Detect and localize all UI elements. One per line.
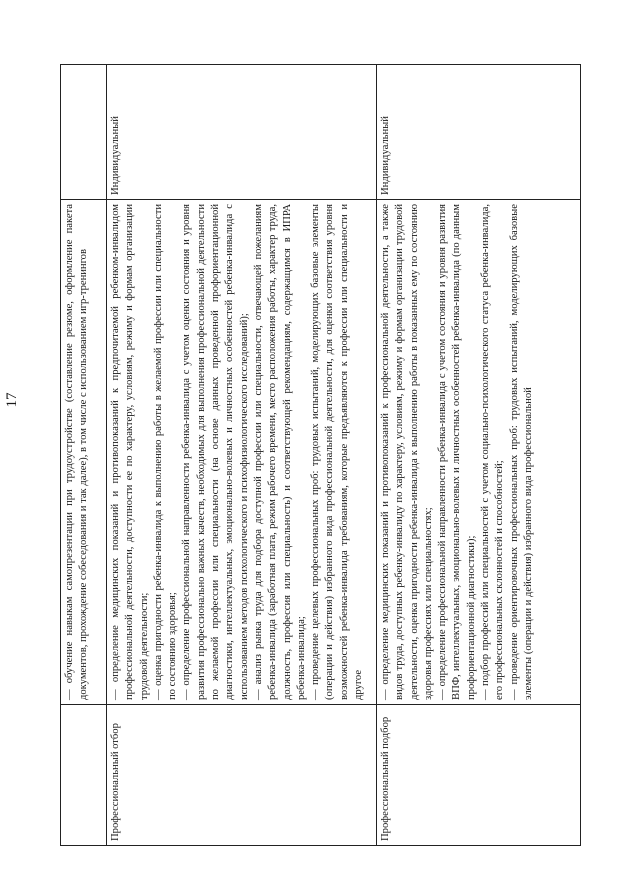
content-paragraph: — подбор профессий или специальностей с учетом социально-психологического статуса ребенка-инвалида, его профессиональных склонностей и способностей; — [480, 204, 506, 700]
form-cell: Индивидуальный — [107, 65, 377, 200]
content-paragraph: — определение медицинских показаний и противопоказаний к профессиональной деятельности, а также видов труда, доступных ребенку-инвалиду по характеру, условиям, режиму и формам организации трудовой деятельности, оценка пригодности ребенка-инвалида к выполнению работы в показанных ему по состоянию здоровья профессиях или специальностях; — [380, 204, 434, 700]
stage-cell: Профессиональный подбор — [377, 705, 581, 846]
content-paragraph: — оценка пригодности ребенка-инвалида к выполнению работы в желаемой профессии или специальности по состоянию здоровья; — [152, 204, 179, 700]
content-paragraph: — проведение целевых профессиональных проб: трудовых испытаний, моделирующих базовые элементы (операции и действия) избранного вида профессиональной деятельности, для оценки соответствия уровня возможностей ребенка-инвалида требованиям, которые предъявляются к профессии или специальности и другое — [310, 204, 365, 700]
rotated-table-area — [60, 66, 580, 846]
content-cell — [61, 200, 107, 705]
page-number: 17 — [4, 392, 20, 408]
content-cell — [377, 200, 581, 705]
content-paragraph: — определение медицинских показаний и противопоказаний к предпочитаемой ребенком-инвалидом профессиональной деятельности, доступности ее по характеру, условиям, режиму и формам организации трудовой деятельности; — [110, 204, 150, 700]
form-cell: Индивидуальный — [377, 65, 581, 200]
stage-cell: Профессиональный отбор — [107, 705, 377, 846]
table-row — [107, 65, 377, 846]
content-paragraph: — определение профессиональной направленности ребенка-инвалида с учетом состояния и уровня развития ВПФ, интеллектуальных, эмоционально-волевых и личностных особенностей ребенка-инвалида (по данным профориентационной диагностики); — [437, 204, 477, 700]
content-paragraph: — проведение ориентировочных профессиональных проб: трудовых испытаний, моделирующих базовые элементы (операции и действия) избранного вида профессиональной — [508, 204, 534, 700]
form-cell — [61, 65, 107, 200]
content-paragraph: — обучение навыкам самопрезентации при трудоустройстве (составление резюме, оформление пакета документов, прохождение собеседования и так далее), в том числе с использованием игр-тренингов — [64, 204, 90, 700]
table-row — [61, 65, 107, 846]
table-row — [377, 65, 581, 846]
stage-cell — [61, 705, 107, 846]
content-cell — [107, 200, 377, 705]
content-paragraph: — анализ рынка труда для подбора доступной профессии или специальности, отвечающей пожеланиям ребенка-инвалида (заработная плата, режим рабочего времени, место расположения работы, характер труда, должность, профессия или специальность) и соответствующей рекомендациям, содержащимся в ИПРА ребенка-инвалида; — [252, 204, 307, 700]
rehabilitation-table — [60, 64, 581, 846]
content-paragraph: — определение профессиональной направленности ребенка-инвалида с учетом оценки состояния и уровня развития профессионально важных качеств, необходимых для выполнения профессиональной деятельности по желаемой профессии или специальности (на основе данных проведенной профориентационной диагностики, интеллектуальных, эмоционально-волевых и личностных особенностей ребенка-инвалида с использованием методов психологического и психофизиологического исследований); — [181, 204, 250, 700]
